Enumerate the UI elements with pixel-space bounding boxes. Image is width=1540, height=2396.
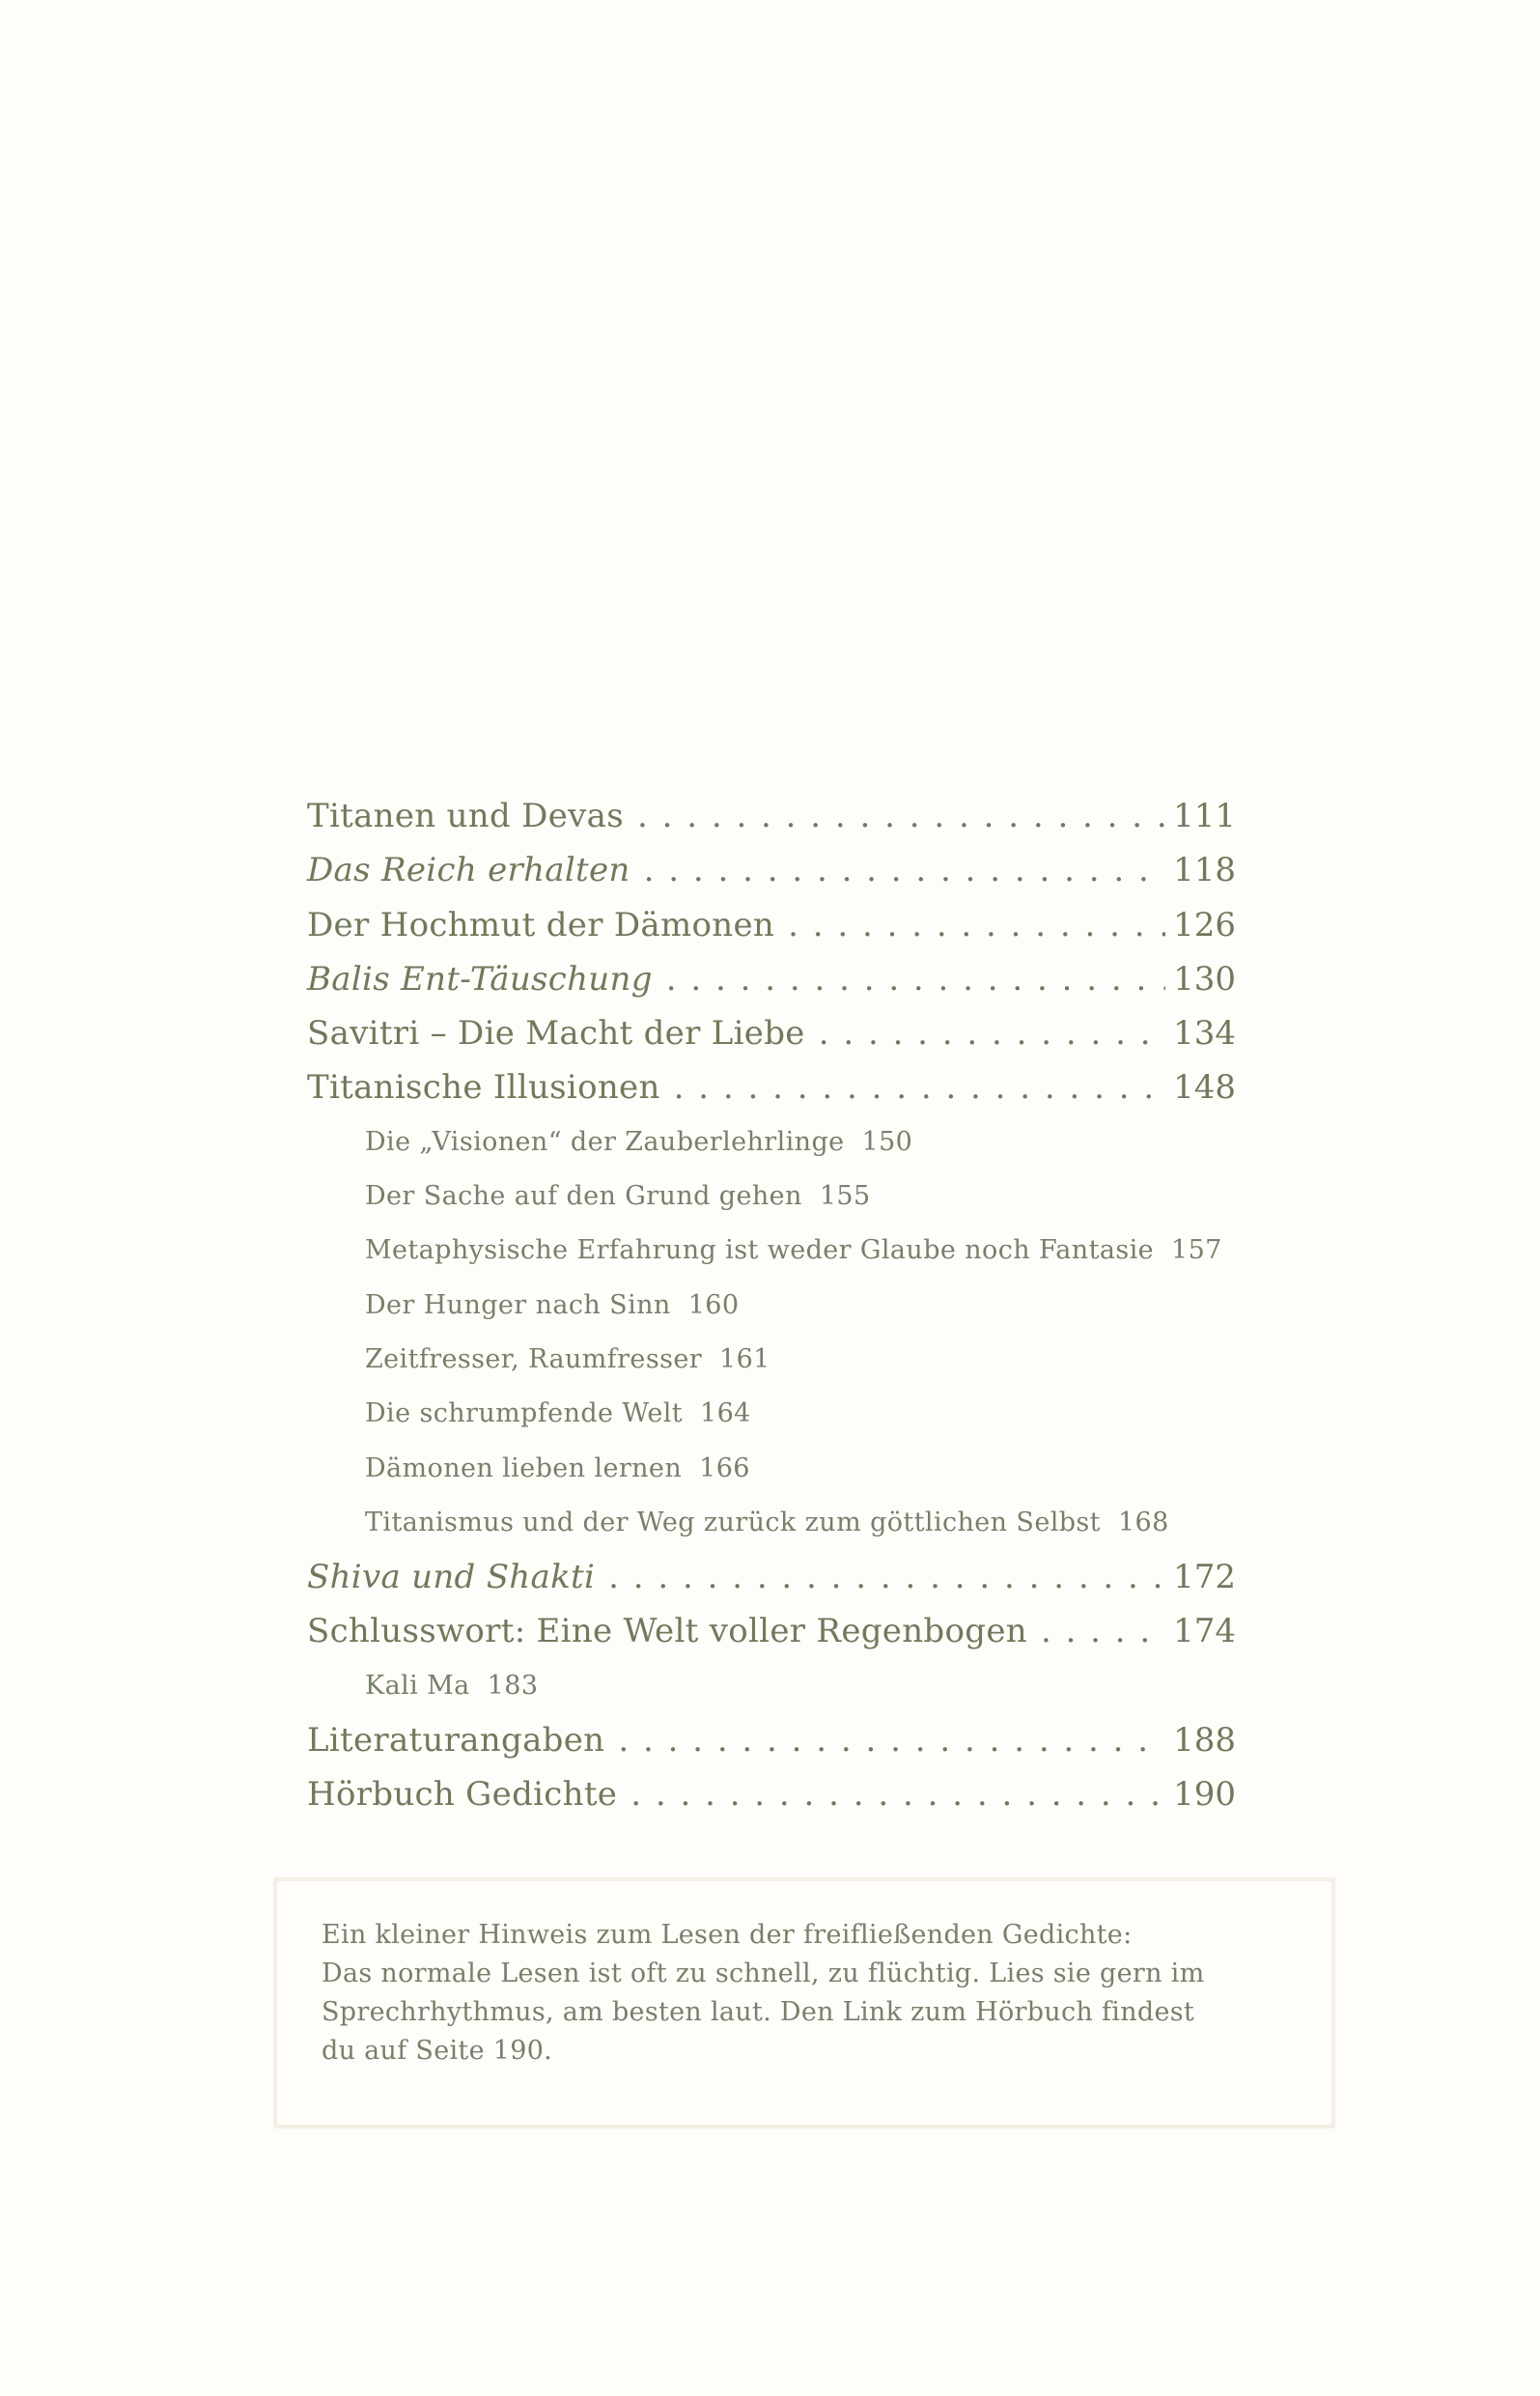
toc-leader-dots (819, 1006, 1165, 1060)
toc-entry-title: Die schrumpfende Welt (365, 1398, 684, 1429)
toc-entry-title: Hörbuch Gedichte (307, 1775, 618, 1815)
toc-entry-page: 183 (487, 1670, 539, 1701)
toc-leader-dots (608, 1550, 1165, 1604)
toc-entry-page: 161 (719, 1343, 770, 1374)
toc-entry-title: Das Reich erhalten (307, 851, 630, 890)
toc-subentry (307, 1496, 1236, 1550)
toc-subentry (307, 1224, 1236, 1278)
table-of-contents (307, 789, 1236, 1822)
toc-entry (307, 1550, 1236, 1604)
toc-entry-page: 126 (1173, 905, 1236, 944)
reading-hint-line: Ein kleiner Hinweis zum Lesen der freifließenden Gedichte: (322, 1920, 1133, 1950)
toc-entry-page: 155 (819, 1181, 871, 1212)
toc-entry-title: Savitri – Die Macht der Liebe (307, 1014, 805, 1054)
toc-entry-page: 172 (1173, 1558, 1236, 1597)
toc-entry (307, 1713, 1236, 1767)
toc-entry-page: 160 (687, 1289, 740, 1320)
reading-hint-text (322, 1916, 1277, 2071)
toc-entry-title: Schlusswort: Eine Welt voller Regenbogen (307, 1612, 1027, 1651)
toc-entry-title: Dämonen lieben lernen (365, 1452, 683, 1483)
toc-entry-page: 118 (1173, 851, 1236, 890)
toc-entry-title: Metaphysische Erfahrung ist weder Glaube noch Fantasie (365, 1235, 1155, 1266)
toc-subentry (307, 1115, 1236, 1170)
toc-entry-title: Der Sache auf den Grund gehen (365, 1181, 802, 1212)
toc-entry-page: 190 (1173, 1775, 1236, 1815)
toc-leader-dots (1041, 1604, 1165, 1658)
toc-subentry (307, 1333, 1236, 1387)
toc-subentry (307, 1170, 1236, 1224)
toc-entry (307, 1767, 1236, 1821)
toc-entry-page: 166 (699, 1452, 750, 1483)
toc-entry-page: 134 (1173, 1014, 1236, 1054)
toc-entry-title: Der Hochmut der Dämonen (307, 905, 775, 944)
toc-entry-title: Die „Visionen“ der Zauberlehrlinge (365, 1126, 845, 1157)
toc-subentry (307, 1659, 1236, 1713)
toc-entry-page: 174 (1173, 1612, 1236, 1651)
toc-entry-page: 188 (1173, 1721, 1236, 1761)
toc-leader-dots (674, 1060, 1165, 1114)
toc-entry-title: Titanen und Devas (307, 797, 624, 835)
toc-entry (307, 789, 1236, 843)
toc-subentry (307, 1387, 1236, 1441)
toc-entry-title: Kali Ma (365, 1670, 470, 1701)
toc-leader-dots (637, 789, 1165, 843)
toc-entry-page: 150 (861, 1126, 913, 1157)
toc-entry (307, 1006, 1236, 1060)
toc-entry-page: 164 (700, 1398, 751, 1429)
toc-entry-title: Zeitfresser, Raumfresser (365, 1343, 703, 1374)
reading-hint-box (273, 1877, 1335, 2128)
toc-leader-dots (666, 952, 1165, 1006)
reading-hint-line: du auf Seite 190. (322, 2036, 553, 2066)
toc-entry-page: 111 (1173, 797, 1236, 835)
toc-entry-page: 168 (1117, 1507, 1169, 1537)
reading-hint-line: Sprechrhythmus, am besten laut. Den Link zum Hörbuch findest (322, 1997, 1195, 2027)
toc-entry-title: Titanismus und der Weg zurück zum göttlichen Selbst (365, 1507, 1101, 1537)
toc-leader-dots (630, 1767, 1165, 1821)
toc-entry (307, 898, 1236, 952)
toc-entry (307, 843, 1236, 897)
toc-entry-title: Balis Ent-Täuschung (307, 959, 653, 999)
toc-entry (307, 952, 1236, 1006)
toc-entry (307, 1604, 1236, 1658)
toc-entry-page: 130 (1173, 959, 1236, 999)
toc-leader-dots (618, 1713, 1165, 1767)
toc-entry-page: 148 (1173, 1068, 1236, 1108)
toc-entry-title: Shiva und Shakti (307, 1558, 596, 1597)
toc-entry-title: Titanische Illusionen (307, 1068, 660, 1108)
toc-subentry (307, 1442, 1236, 1496)
toc-subentry (307, 1279, 1236, 1333)
reading-hint-line: Das normale Lesen ist oft zu schnell, zu flüchtig. Lies sie gern im (322, 1959, 1205, 1988)
toc-entry-title: Der Hunger nach Sinn (365, 1289, 671, 1320)
toc-entry (307, 1060, 1236, 1114)
toc-leader-dots (644, 843, 1165, 897)
toc-leader-dots (788, 898, 1165, 952)
toc-entry-page: 157 (1171, 1235, 1222, 1266)
toc-entry-title: Literaturangaben (307, 1721, 605, 1761)
